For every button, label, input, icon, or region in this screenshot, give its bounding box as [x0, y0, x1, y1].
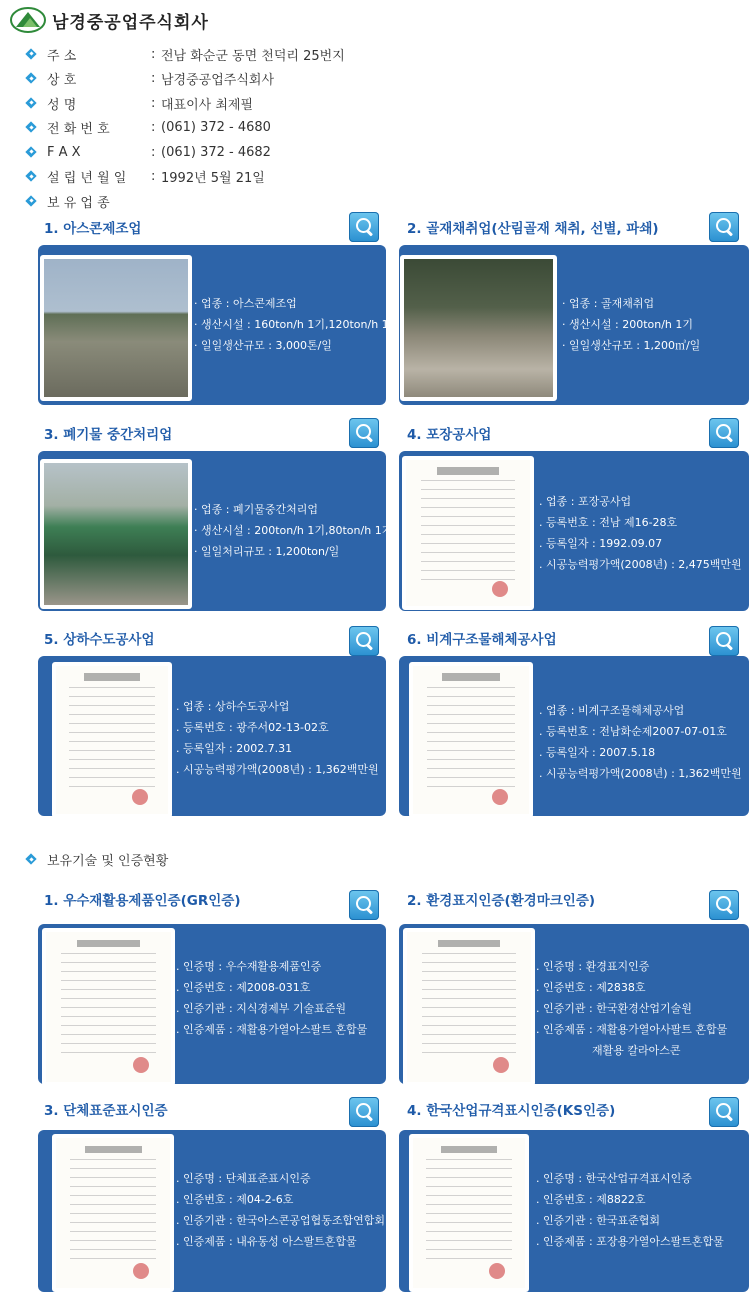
certificate-image — [52, 1134, 174, 1292]
business-title: 3. 폐기물 중간처리업 — [44, 427, 173, 443]
business-panel — [38, 451, 393, 611]
info-value: (061) 372 - 4682 — [161, 144, 271, 160]
info-value: 남경중공업주식회사 — [161, 73, 275, 89]
info-value: 전남 화순군 동면 천덕리 25번지 — [161, 48, 345, 64]
info-label: 주 소 — [47, 48, 77, 64]
license-certificate-image — [402, 456, 534, 610]
zoom-button[interactable] — [709, 890, 739, 920]
certs-section-heading — [26, 850, 168, 869]
zoom-button[interactable] — [349, 626, 379, 656]
info-label: 전 화 번 호 — [47, 122, 110, 138]
certificate-image — [403, 928, 535, 1086]
info-row-business — [26, 189, 345, 214]
business-panel — [399, 245, 749, 405]
cert-title: 4. 한국산업규격표시인증(KS인증) — [407, 1103, 616, 1119]
diamond-bullet-icon — [26, 171, 37, 182]
info-row-name: 상 호 : 남경중공업주식회사 — [26, 67, 345, 92]
diamond-bullet-icon — [26, 196, 37, 207]
info-row-address: 주 소 : 전남 화순군 동면 천덕리 25번지 — [26, 42, 345, 67]
certificate-image — [42, 928, 175, 1086]
business-details: · 업종 : 아스콘제조업 · 생산시설 : 160ton/h 1기,120ton/h 1기 · 일일생산규모 : 3,000톤/일 — [194, 297, 400, 352]
business-details: · 업종 : 폐기물중간처리업 · 생산시설 : 200ton/h 1기,80ton/h 1기 · 일일처리규모 : 1,200ton/일 — [194, 503, 393, 558]
info-label: 상 호 — [47, 73, 77, 89]
cert-panel — [399, 1130, 749, 1292]
cert-title: 3. 단체표준표시인증 — [44, 1103, 168, 1119]
info-row-founded: 설 립 년 월 일 : 1992년 5월 21일 — [26, 165, 345, 190]
cert-details: . 인증명 : 환경표지인증 . 인증번호 : 제2838호 . 인증기관 : 한국환경산업기술원 . 인증제품 : 재활용가열아사팔트 혼합물 재활용 칼라아스콘 — [536, 960, 728, 1057]
company-info-list — [26, 42, 345, 214]
cert-panel — [38, 1130, 386, 1292]
business-title: 4. 포장공사업 — [407, 427, 492, 443]
info-value: 대표이사 최제필 — [161, 97, 254, 113]
waste-plant-photo — [40, 459, 192, 609]
zoom-button[interactable] — [709, 418, 739, 448]
info-label: F A X — [47, 144, 81, 160]
section-title: 보유기술 및 인증현황 — [47, 854, 169, 869]
info-row-ceo: 성 명 : 대표이사 최제필 — [26, 91, 345, 116]
diamond-bullet-icon — [26, 122, 37, 133]
cert-details: . 인증명 : 단체표준표시인증 . 인증번호 : 제04-2-6호 . 인증기관 : 한국아스콘공업협동조합연합회 . 인증제품 : 내유동성 아스팔트혼합물 — [176, 1172, 385, 1248]
business-panel — [399, 451, 749, 611]
diamond-bullet-icon — [26, 98, 37, 109]
zoom-button[interactable] — [709, 212, 739, 242]
cert-details: . 인증명 : 우수재활용제품인증 . 인증번호 : 제2008-031호 . 인증기관 : 지식경제부 기술표준원 . 인증제품 : 재활용가열아스팔트 혼합물 — [176, 960, 368, 1036]
business-details: . 업종 : 상하수도공사업 . 등록번호 : 광주서02-13-02호 . 등록일자 : 2002.7.31 . 시공능력평가액(2008년) : 1,362백만원 — [176, 700, 379, 776]
business-details: · 업종 : 골재채취업 · 생산시설 : 200ton/h 1기 · 일일생산규모 : 1,200㎥/일 — [562, 297, 701, 352]
cert-panel — [38, 924, 386, 1084]
business-details: . 업종 : 포장공사업 . 등록번호 : 전남 제16-28호 . 등록일자 : 1992.09.07 . 시공능력평가액(2008년) : 2,475백만원 — [539, 495, 742, 571]
zoom-button[interactable] — [709, 626, 739, 656]
license-certificate-image — [409, 662, 533, 818]
diamond-bullet-icon — [26, 49, 37, 60]
mountain-logo-icon — [10, 7, 46, 33]
zoom-button[interactable] — [349, 890, 379, 920]
business-title: 2. 골재채취업(산림골재 채취, 선별, 파쇄) — [407, 221, 659, 237]
zoom-button[interactable] — [709, 1097, 739, 1127]
business-panel — [38, 656, 386, 816]
company-title: 남경중공업주식회사 — [52, 13, 209, 33]
cert-details: . 인증명 : 한국산업규격표시인증 . 인증번호 : 제8822호 . 인증기관 : 한국표준협회 . 인증제품 : 포장용가열아스팔트혼합물 — [536, 1172, 724, 1248]
quarry-photo — [400, 255, 557, 401]
info-value: (061) 372 - 4680 — [161, 120, 271, 136]
certificate-image — [409, 1134, 529, 1292]
info-label: 보 유 업 종 — [47, 195, 110, 211]
info-row-fax: F A X : (061) 372 - 4682 — [26, 140, 345, 165]
diamond-bullet-icon — [26, 73, 37, 84]
info-row-phone: 전 화 번 호 : (061) 372 - 4680 — [26, 116, 345, 141]
business-panel — [38, 245, 400, 405]
zoom-button[interactable] — [349, 212, 379, 242]
business-title: 6. 비계구조물해체공사업 — [407, 632, 557, 648]
zoom-button[interactable] — [349, 418, 379, 448]
info-label: 성 명 — [47, 97, 77, 113]
cert-title: 1. 우수재활용제품인증(GR인증) — [44, 893, 241, 909]
license-certificate-image — [52, 662, 172, 818]
cert-panel — [399, 924, 749, 1084]
business-details: . 업종 : 비계구조물해체공사업 . 등록번호 : 전남화순제2007-07-01호 . 등록일자 : 2007.5.18 . 시공능력평가액(2008년) : 1,362백만원 — [539, 704, 742, 780]
zoom-button[interactable] — [349, 1097, 379, 1127]
asphalt-plant-photo — [40, 255, 192, 401]
cert-title: 2. 환경표지인증(환경마크인증) — [407, 893, 596, 909]
business-panel — [399, 656, 749, 816]
diamond-bullet-icon — [26, 854, 37, 865]
diamond-bullet-icon — [26, 147, 37, 158]
business-title: 5. 상하수도공사업 — [44, 632, 155, 648]
info-value: 1992년 5월 21일 — [161, 171, 265, 187]
info-label: 설 립 년 월 일 — [47, 171, 127, 187]
business-title: 1. 아스콘제조업 — [44, 221, 142, 237]
